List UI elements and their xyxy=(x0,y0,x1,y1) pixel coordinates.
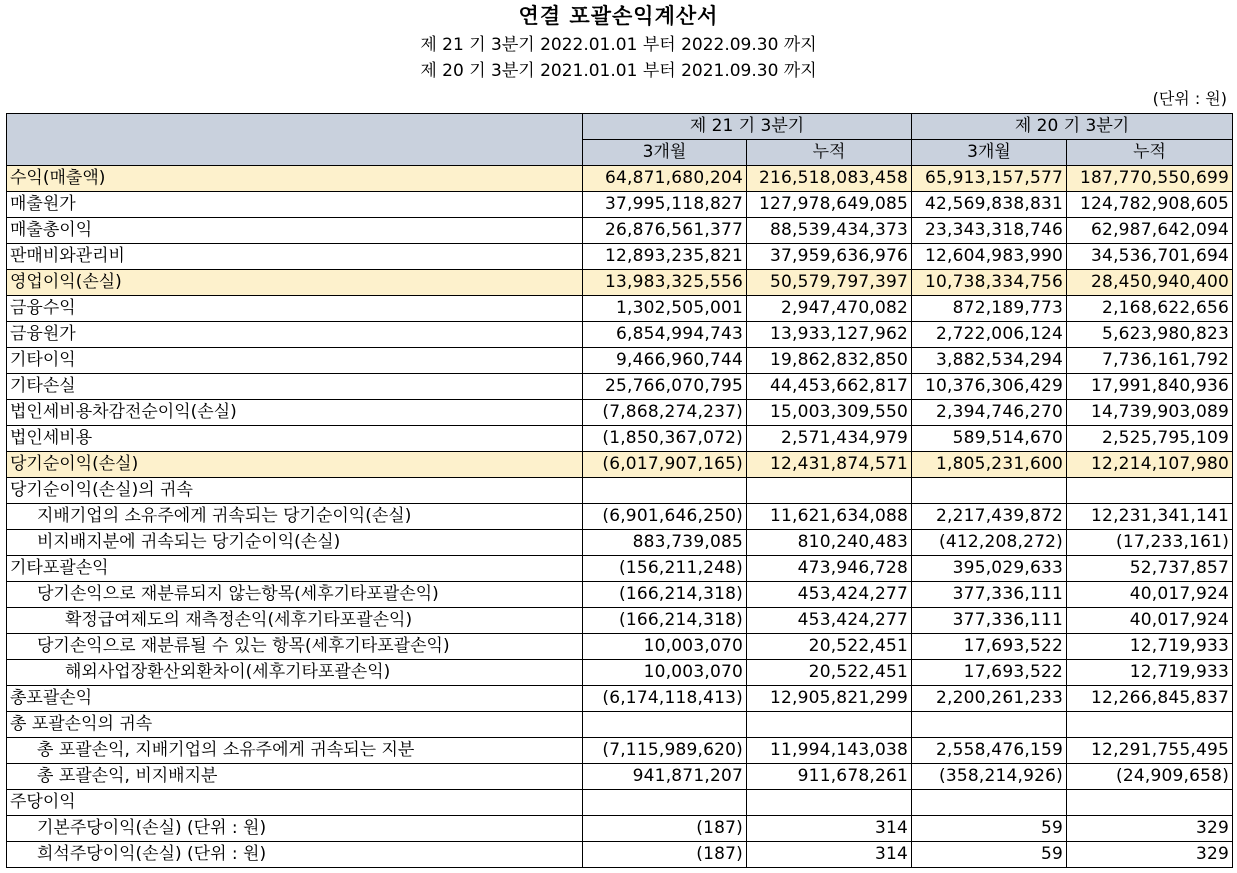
row-label: 당기순이익(손실)의 귀속 xyxy=(7,478,583,504)
value-cumulative-prior: 329 xyxy=(1067,816,1233,842)
value-3months-current: 9,466,960,744 xyxy=(583,348,747,374)
value-3months-prior: 59 xyxy=(912,842,1067,868)
table-row xyxy=(7,556,1233,582)
value-cumulative-current: 12,431,874,571 xyxy=(747,452,912,478)
value-3months-current: (187) xyxy=(583,816,747,842)
row-label: 당기손익으로 재분류되지 않는항목(세후기타포괄손익) xyxy=(7,582,583,608)
value-3months-current: (7,868,274,237) xyxy=(583,400,747,426)
row-label: 당기손익으로 재분류될 수 있는 항목(세후기타포괄손익) xyxy=(7,634,583,660)
period-prior: 제 20 기 3분기 2021.01.01 부터 2021.09.30 까지 xyxy=(420,61,817,81)
value-cumulative-prior: 12,291,755,495 xyxy=(1067,738,1233,764)
value-3months-prior: 10,376,306,429 xyxy=(912,374,1067,400)
value-3months-prior: 2,558,476,159 xyxy=(912,738,1067,764)
value-cumulative-current: 20,522,451 xyxy=(747,634,912,660)
table-row xyxy=(7,842,1233,868)
value-cumulative-current: 2,947,470,082 xyxy=(747,296,912,322)
value-cumulative-prior: 12,214,107,980 xyxy=(1067,452,1233,478)
table-row xyxy=(7,530,1233,556)
value-3months-current xyxy=(583,478,747,504)
value-3months-current: (6,017,907,165) xyxy=(583,452,747,478)
value-cumulative-current: 810,240,483 xyxy=(747,530,912,556)
table-row xyxy=(7,374,1233,400)
row-label: 희석주당이익(손실) (단위 : 원) xyxy=(7,842,583,868)
value-3months-prior: 3,882,534,294 xyxy=(912,348,1067,374)
value-3months-prior: 12,604,983,990 xyxy=(912,244,1067,270)
value-cumulative-current: 2,571,434,979 xyxy=(747,426,912,452)
value-3months-prior xyxy=(912,790,1067,816)
unit-label: (단위 : 원) xyxy=(1152,89,1227,108)
value-3months-current: 12,893,235,821 xyxy=(583,244,747,270)
table-row xyxy=(7,270,1233,296)
row-label: 법인세비용 xyxy=(7,426,583,452)
value-3months-current: 26,876,561,377 xyxy=(583,218,747,244)
value-cumulative-prior: 7,736,161,792 xyxy=(1067,348,1233,374)
value-cumulative-current: 37,959,636,976 xyxy=(747,244,912,270)
table-row xyxy=(7,452,1233,478)
value-cumulative-prior: 52,737,857 xyxy=(1067,556,1233,582)
value-cumulative-current: 453,424,277 xyxy=(747,582,912,608)
row-label: 해외사업장환산외환차이(세후기타포괄손익) xyxy=(7,660,583,686)
value-cumulative-current: 911,678,261 xyxy=(747,764,912,790)
table-row xyxy=(7,218,1233,244)
value-3months-prior: 1,805,231,600 xyxy=(912,452,1067,478)
table-row xyxy=(7,764,1233,790)
table-row xyxy=(7,686,1233,712)
value-3months-prior: 2,217,439,872 xyxy=(912,504,1067,530)
value-3months-prior: 2,394,746,270 xyxy=(912,400,1067,426)
row-label: 지배기업의 소유주에게 귀속되는 당기순이익(손실) xyxy=(7,504,583,530)
table-row xyxy=(7,478,1233,504)
value-3months-current: 10,003,070 xyxy=(583,660,747,686)
value-3months-prior: 23,343,318,746 xyxy=(912,218,1067,244)
statement-title: 연결 포괄손익계산서 xyxy=(518,4,719,28)
value-3months-prior: 2,200,261,233 xyxy=(912,686,1067,712)
value-3months-current: (166,214,318) xyxy=(583,608,747,634)
value-cumulative-current: 314 xyxy=(747,842,912,868)
value-3months-prior xyxy=(912,478,1067,504)
value-cumulative-current: 15,003,309,550 xyxy=(747,400,912,426)
table-row xyxy=(7,296,1233,322)
value-cumulative-prior: 124,782,908,605 xyxy=(1067,192,1233,218)
row-label: 기타이익 xyxy=(7,348,583,374)
row-label: 총 포괄손익, 지배기업의 소유주에게 귀속되는 지분 xyxy=(7,738,583,764)
value-cumulative-current: 19,862,832,850 xyxy=(747,348,912,374)
table-row xyxy=(7,166,1233,192)
value-cumulative-current: 20,522,451 xyxy=(747,660,912,686)
value-3months-prior: 872,189,773 xyxy=(912,296,1067,322)
value-cumulative-prior xyxy=(1067,478,1233,504)
value-3months-current: 64,871,680,204 xyxy=(583,166,747,192)
value-cumulative-prior: 5,623,980,823 xyxy=(1067,322,1233,348)
value-cumulative-prior: 12,719,933 xyxy=(1067,634,1233,660)
row-label: 법인세비용차감전순이익(손실) xyxy=(7,400,583,426)
value-3months-current: (6,174,118,413) xyxy=(583,686,747,712)
header-cumulative-prior: 누적 xyxy=(1067,140,1233,166)
value-3months-current: 941,871,207 xyxy=(583,764,747,790)
value-3months-current: 883,739,085 xyxy=(583,530,747,556)
value-cumulative-current: 11,994,143,038 xyxy=(747,738,912,764)
value-3months-current: (6,901,646,250) xyxy=(583,504,747,530)
value-cumulative-prior: 12,719,933 xyxy=(1067,660,1233,686)
value-cumulative-prior: 329 xyxy=(1067,842,1233,868)
header-3months-current: 3개월 xyxy=(583,140,747,166)
value-3months-current: (156,211,248) xyxy=(583,556,747,582)
value-cumulative-current xyxy=(747,712,912,738)
row-label: 총 포괄손익의 귀속 xyxy=(7,712,583,738)
value-cumulative-prior: 40,017,924 xyxy=(1067,608,1233,634)
row-label: 비지배지분에 귀속되는 당기순이익(손실) xyxy=(7,530,583,556)
table-row xyxy=(7,504,1233,530)
value-3months-current xyxy=(583,790,747,816)
value-3months-current: 13,983,325,556 xyxy=(583,270,747,296)
value-cumulative-prior: 34,536,701,694 xyxy=(1067,244,1233,270)
value-cumulative-prior: 14,739,903,089 xyxy=(1067,400,1233,426)
table-row xyxy=(7,400,1233,426)
value-cumulative-current: 11,621,634,088 xyxy=(747,504,912,530)
value-3months-prior: 589,514,670 xyxy=(912,426,1067,452)
value-cumulative-current: 314 xyxy=(747,816,912,842)
value-cumulative-current xyxy=(747,478,912,504)
value-3months-prior: 377,336,111 xyxy=(912,608,1067,634)
value-3months-prior: 2,722,006,124 xyxy=(912,322,1067,348)
value-cumulative-current: 50,579,797,397 xyxy=(747,270,912,296)
row-label: 기본주당이익(손실) (단위 : 원) xyxy=(7,816,583,842)
value-cumulative-prior: 62,987,642,094 xyxy=(1067,218,1233,244)
value-3months-prior: 395,029,633 xyxy=(912,556,1067,582)
value-3months-current: 25,766,070,795 xyxy=(583,374,747,400)
value-cumulative-prior: 2,525,795,109 xyxy=(1067,426,1233,452)
value-3months-current: 10,003,070 xyxy=(583,634,747,660)
value-cumulative-prior: 2,168,622,656 xyxy=(1067,296,1233,322)
value-cumulative-current: 216,518,083,458 xyxy=(747,166,912,192)
row-label: 확정급여제도의 재측정손익(세후기타포괄손익) xyxy=(7,608,583,634)
value-3months-prior: 65,913,157,577 xyxy=(912,166,1067,192)
value-3months-prior: 10,738,334,756 xyxy=(912,270,1067,296)
table-row xyxy=(7,426,1233,452)
value-cumulative-current: 13,933,127,962 xyxy=(747,322,912,348)
income-statement-table xyxy=(6,113,1233,868)
value-cumulative-current xyxy=(747,790,912,816)
row-label: 금융원가 xyxy=(7,322,583,348)
row-label: 금융수익 xyxy=(7,296,583,322)
table-row xyxy=(7,348,1233,374)
row-label: 총포괄손익 xyxy=(7,686,583,712)
value-3months-current: 37,995,118,827 xyxy=(583,192,747,218)
value-cumulative-prior: 12,231,341,141 xyxy=(1067,504,1233,530)
value-3months-current: (1,850,367,072) xyxy=(583,426,747,452)
value-3months-current xyxy=(583,712,747,738)
value-cumulative-prior: 28,450,940,400 xyxy=(1067,270,1233,296)
table-row xyxy=(7,790,1233,816)
table-row xyxy=(7,582,1233,608)
table-row xyxy=(7,192,1233,218)
table-row xyxy=(7,634,1233,660)
value-cumulative-prior xyxy=(1067,712,1233,738)
value-cumulative-prior: 17,991,840,936 xyxy=(1067,374,1233,400)
value-3months-prior: 42,569,838,831 xyxy=(912,192,1067,218)
header-period-current: 제 21 기 3분기 xyxy=(583,114,912,140)
row-label: 기타포괄손익 xyxy=(7,556,583,582)
row-label: 매출원가 xyxy=(7,192,583,218)
value-cumulative-prior: 12,266,845,837 xyxy=(1067,686,1233,712)
row-label: 판매비와관리비 xyxy=(7,244,583,270)
row-label: 주당이익 xyxy=(7,790,583,816)
header-blank-cell xyxy=(7,114,583,166)
value-3months-current: 1,302,505,001 xyxy=(583,296,747,322)
table-body xyxy=(7,166,1233,868)
value-cumulative-current: 44,453,662,817 xyxy=(747,374,912,400)
table-row xyxy=(7,738,1233,764)
value-3months-current: (187) xyxy=(583,842,747,868)
row-label: 기타손실 xyxy=(7,374,583,400)
table-row xyxy=(7,244,1233,270)
value-cumulative-prior: (24,909,658) xyxy=(1067,764,1233,790)
value-cumulative-current: 473,946,728 xyxy=(747,556,912,582)
table-header xyxy=(7,114,1233,166)
header-period-prior: 제 20 기 3분기 xyxy=(912,114,1233,140)
value-3months-prior: 17,693,522 xyxy=(912,660,1067,686)
table-row xyxy=(7,608,1233,634)
value-cumulative-current: 12,905,821,299 xyxy=(747,686,912,712)
value-cumulative-prior: (17,233,161) xyxy=(1067,530,1233,556)
row-label: 당기순이익(손실) xyxy=(7,452,583,478)
period-current: 제 21 기 3분기 2022.01.01 부터 2022.09.30 까지 xyxy=(420,35,817,55)
table-row xyxy=(7,322,1233,348)
value-3months-prior: 59 xyxy=(912,816,1067,842)
row-label: 총 포괄손익, 비지배지분 xyxy=(7,764,583,790)
table-row xyxy=(7,660,1233,686)
value-cumulative-prior: 40,017,924 xyxy=(1067,582,1233,608)
row-label: 영업이익(손실) xyxy=(7,270,583,296)
header-cumulative-current: 누적 xyxy=(747,140,912,166)
value-3months-current: 6,854,994,743 xyxy=(583,322,747,348)
value-3months-prior: (412,208,272) xyxy=(912,530,1067,556)
value-cumulative-current: 88,539,434,373 xyxy=(747,218,912,244)
table-row xyxy=(7,712,1233,738)
header-3months-prior: 3개월 xyxy=(912,140,1067,166)
value-cumulative-current: 127,978,649,085 xyxy=(747,192,912,218)
value-3months-prior: 377,336,111 xyxy=(912,582,1067,608)
value-3months-current: (166,214,318) xyxy=(583,582,747,608)
value-cumulative-prior xyxy=(1067,790,1233,816)
row-label: 매출총이익 xyxy=(7,218,583,244)
table-row xyxy=(7,816,1233,842)
row-label: 수익(매출액) xyxy=(7,166,583,192)
value-cumulative-current: 453,424,277 xyxy=(747,608,912,634)
value-3months-prior: (358,214,926) xyxy=(912,764,1067,790)
value-cumulative-prior: 187,770,550,699 xyxy=(1067,166,1233,192)
value-3months-prior xyxy=(912,712,1067,738)
value-3months-current: (7,115,989,620) xyxy=(583,738,747,764)
value-3months-prior: 17,693,522 xyxy=(912,634,1067,660)
